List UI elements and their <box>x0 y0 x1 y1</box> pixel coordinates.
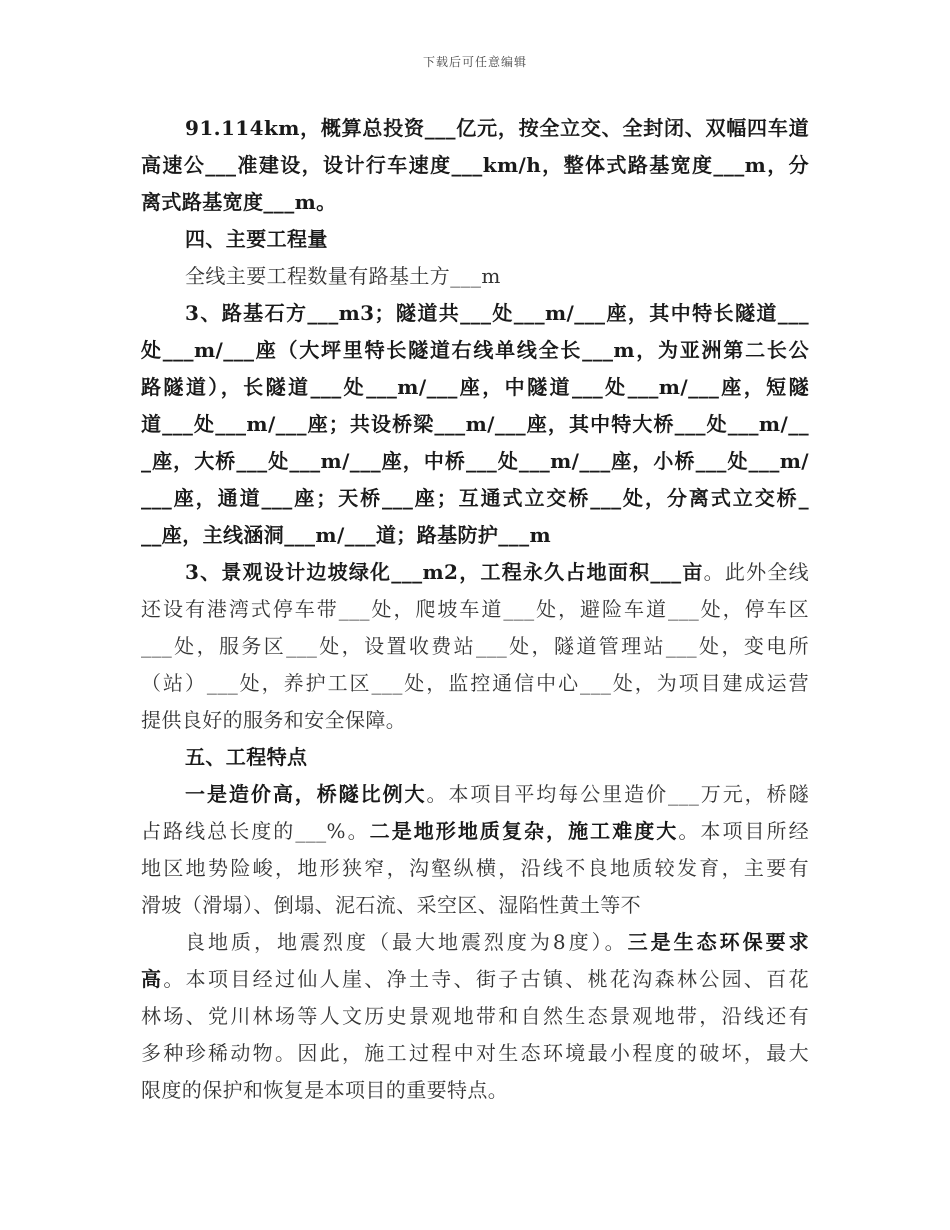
text-line <box>141 961 809 998</box>
text-line <box>141 480 809 517</box>
text-line <box>141 665 809 702</box>
bold-text-segment: 3、路基石方___m3；隧道共___处___m/___座，其中特长隧道___ <box>185 301 809 325</box>
bold-text-segment: 五、工程特点 <box>185 745 308 769</box>
text-line <box>141 924 809 961</box>
text-segment: 多种珍稀动物。因此，施工过程中对生态环境最小程度的破坏，最大 <box>141 1041 809 1065</box>
text-line <box>141 332 809 369</box>
bold-text-segment: 四、主要工程量 <box>185 227 328 251</box>
bold-text-segment: _座，大桥___处___m/___座，中桥___处___m/___座，小桥___处___m/ <box>141 449 809 473</box>
document-body <box>141 110 809 1109</box>
text-line <box>141 258 809 295</box>
text-line <box>141 295 809 332</box>
text-segment: 全线主要工程数量有路基土方___m <box>185 264 501 288</box>
text-line <box>141 369 809 406</box>
text-segment: 林场、党川林场等人文历史景观地带和自然生态景观地带，沿线还有 <box>141 1004 809 1028</box>
text-line <box>141 147 809 184</box>
text-line <box>141 554 809 591</box>
bold-text-segment: 三是生态环保要求 <box>627 930 809 954</box>
text-line <box>141 739 809 776</box>
bold-text-segment: 离式路基宽度___m。 <box>141 190 337 214</box>
text-line <box>141 591 809 628</box>
text-line <box>141 110 809 147</box>
bold-text-segment: 路隧道），长隧道___处___m/___座，中隧道___处___m/___座，短隧 <box>141 375 809 399</box>
text-segment: 限度的保护和恢复是本项目的重要特点。 <box>141 1078 509 1102</box>
bold-text-segment: 91.114km，概算总投资___亿元，按全立交、全封闭、双幅四车道 <box>185 116 809 140</box>
text-segment: 。本项目所经 <box>678 819 809 843</box>
text-line <box>141 443 809 480</box>
text-line <box>141 776 809 813</box>
text-line <box>141 998 809 1035</box>
text-segment: 。此外全线 <box>703 560 809 584</box>
text-segment: 地区地势险峻，地形狭窄，沟壑纵横，沿线不良地质较发育，主要有 <box>141 856 809 880</box>
text-segment: 还设有港湾式停车带___处，爬坡车道___处，避险车道___处，停车区 <box>141 597 809 621</box>
text-line <box>141 184 809 221</box>
text-segment: 良地质，地震烈度（最大地震烈度为8度）。 <box>185 930 628 954</box>
text-line <box>141 1072 809 1109</box>
text-line <box>141 517 809 554</box>
text-segment: 。本项目平均每公里造价___万元，桥隧 <box>426 782 809 806</box>
bold-text-segment: 3、景观设计边坡绿化___m2，工程永久占地面积___亩 <box>185 560 704 584</box>
text-line <box>141 406 809 443</box>
bold-text-segment: 二是地形地质复杂，施工难度大 <box>369 819 679 843</box>
text-segment: 滑坡（滑塌）、倒塌、泥石流、采空区、湿陷性黄土等不 <box>141 893 641 917</box>
bold-text-segment: 高速公___准建设，设计行车速度___km/h，整体式路基宽度___m，分 <box>141 153 809 177</box>
text-line <box>141 813 809 850</box>
text-line <box>141 702 809 739</box>
bold-text-segment: ___座，通道___座；天桥___座；互通式立交桥___处，分离式立交桥_ <box>141 486 809 510</box>
bold-text-segment: 高 <box>141 967 164 991</box>
page-header: 下载后可任意编辑 <box>422 55 527 69</box>
text-segment: 占路线总长度的___%。 <box>141 819 370 843</box>
text-line <box>141 1035 809 1072</box>
text-line <box>141 628 809 665</box>
bold-text-segment: __座，主线涵洞___m/___道；路基防护___m <box>141 523 552 547</box>
bold-text-segment: 处___m/___座（大坪里特长隧道右线单线全长___m，为亚洲第二长公 <box>141 338 809 362</box>
text-segment: 。本项目经过仙人崖、净土寺、街子古镇、桃花沟森林公园、百花 <box>163 967 809 991</box>
text-line <box>141 887 809 924</box>
text-line <box>141 221 809 258</box>
text-segment: 提供良好的服务和安全保障。 <box>141 708 407 732</box>
text-segment: （站）___处，养护工区___处，监控通信中心___处，为项目建成运营 <box>141 671 809 695</box>
text-line <box>141 850 809 887</box>
text-segment: ___处，服务区___处，设置收费站___处，隧道管理站___处，变电所 <box>141 634 809 658</box>
bold-text-segment: 道___处___m/___座；共设桥梁___m/___座，其中特大桥___处___m/__ <box>141 412 809 436</box>
bold-text-segment: 一是造价高，桥隧比例大 <box>185 782 427 806</box>
